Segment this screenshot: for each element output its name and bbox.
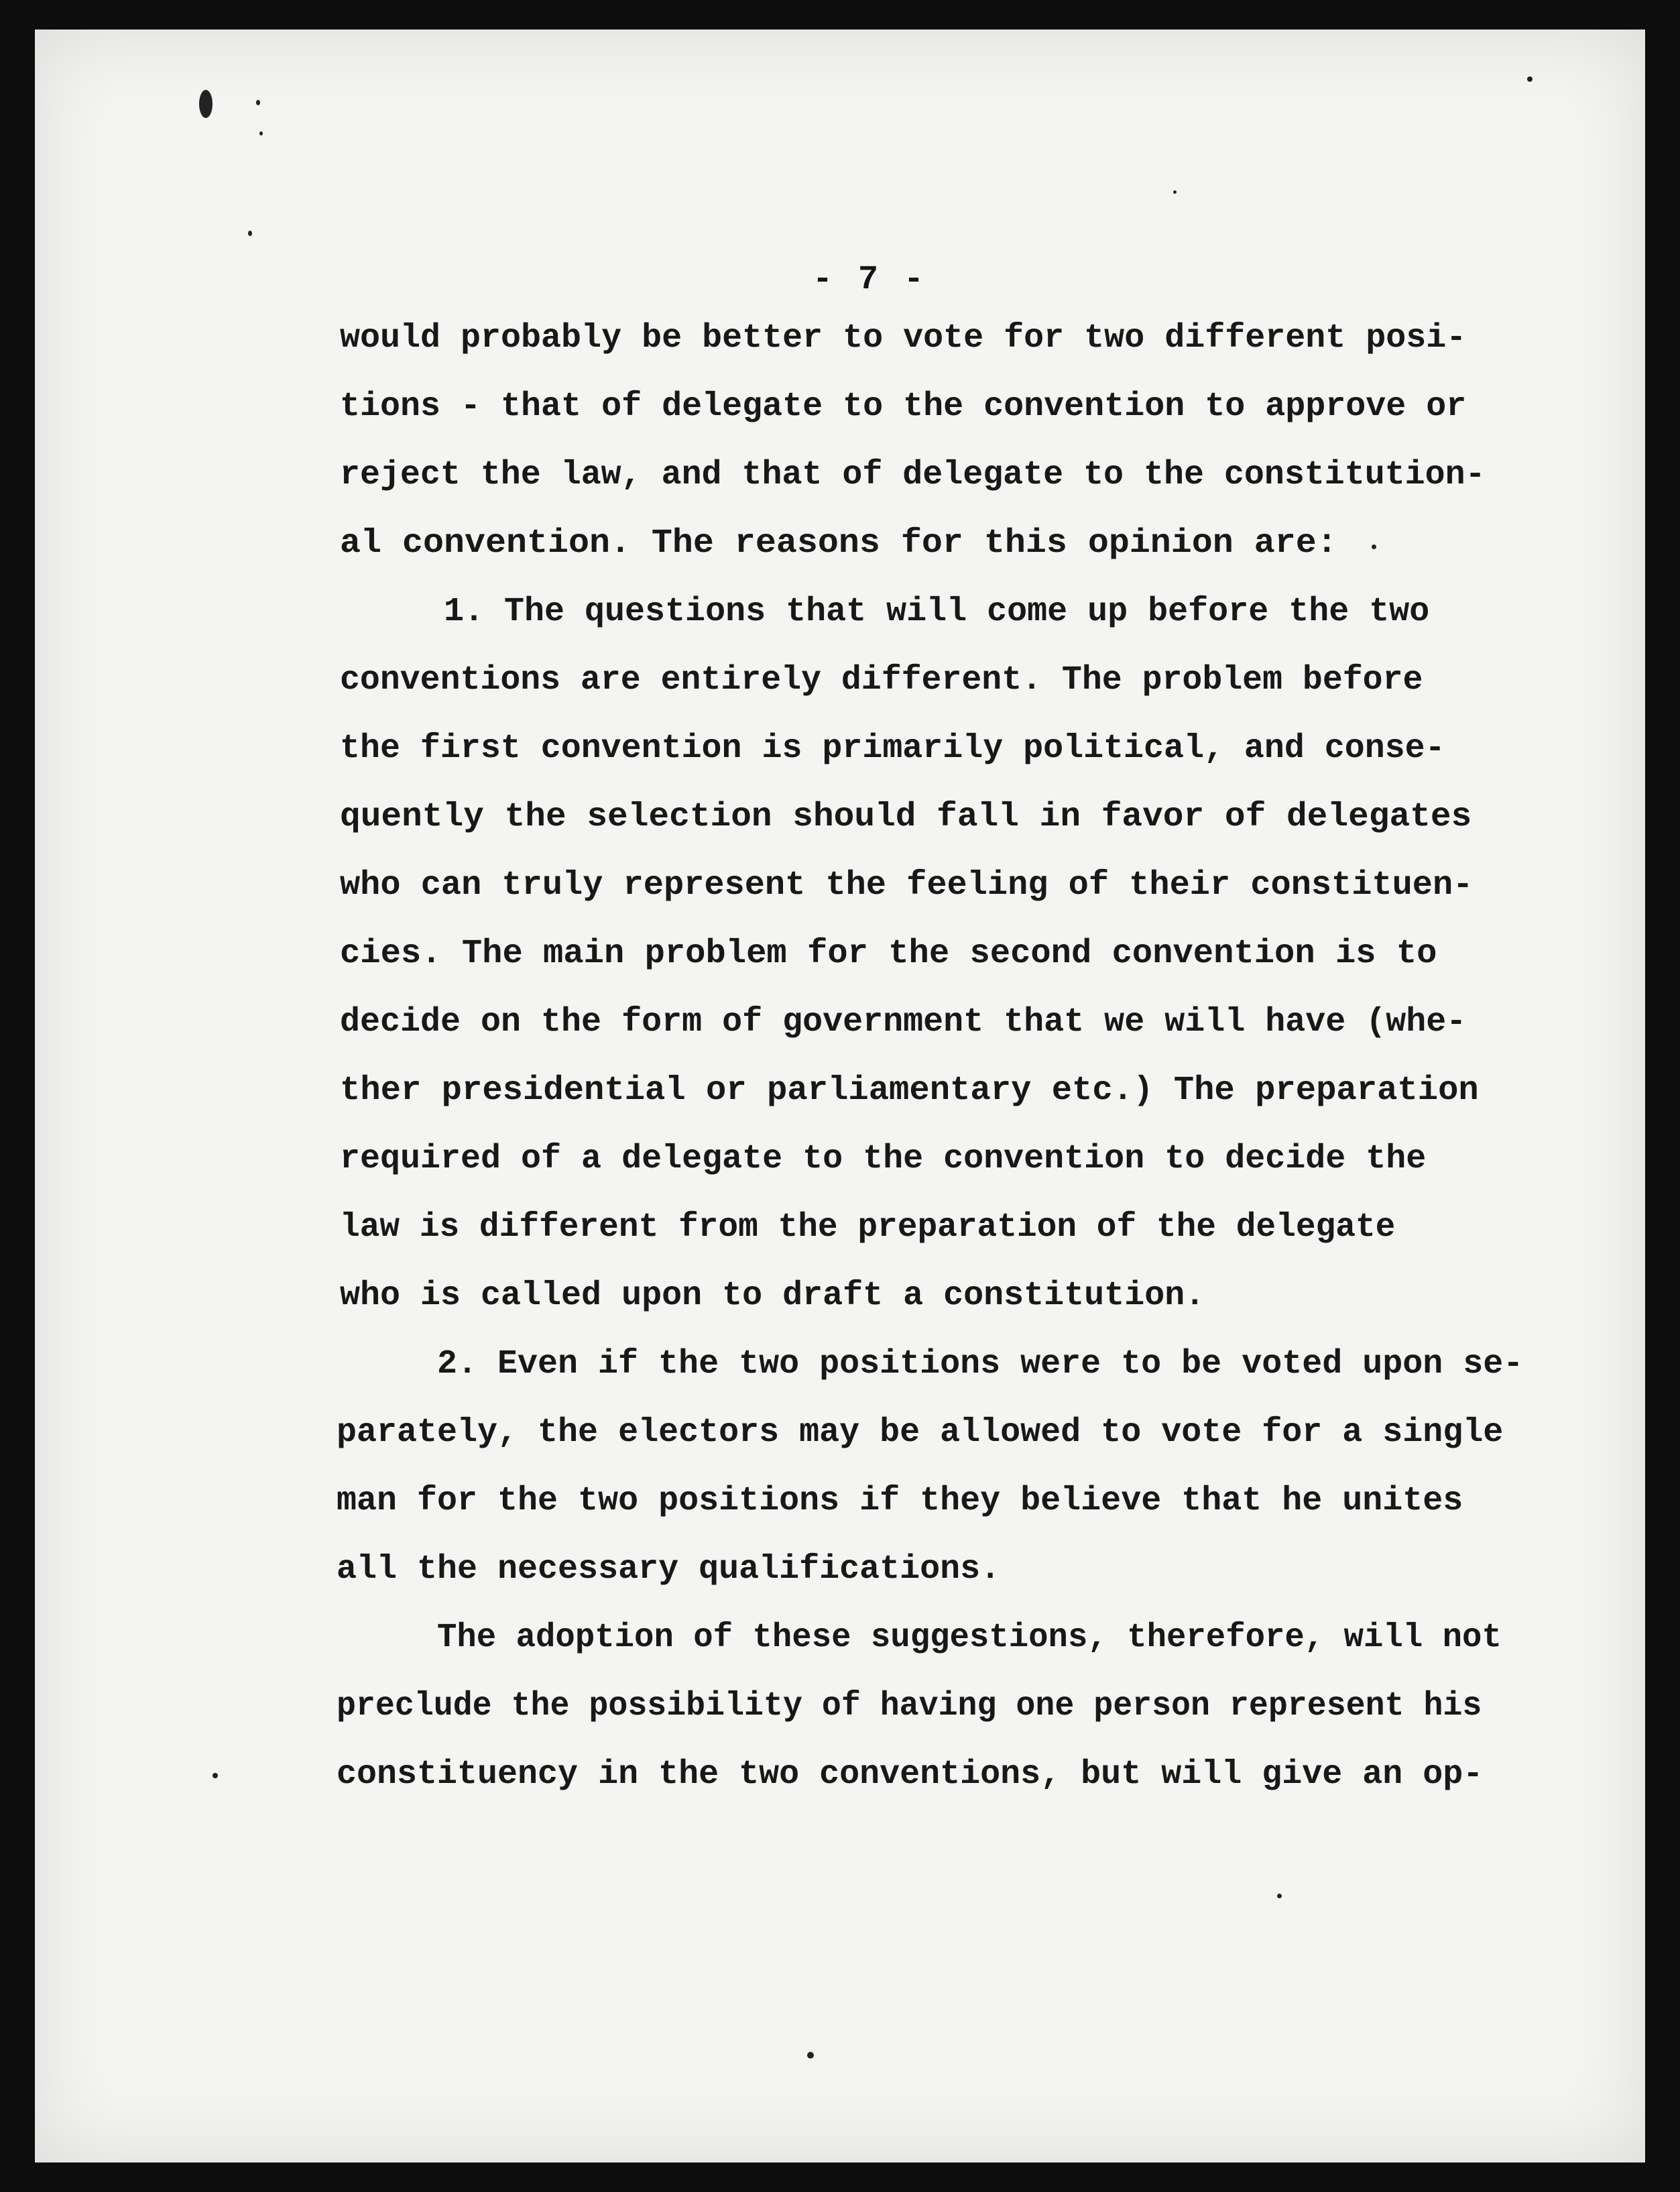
text-line: the first convention is primarily political, and conse- [340,730,1445,768]
scan-speck [259,131,263,135]
text-line: who is called upon to draft a constitution. [340,1277,1205,1315]
text-line: 1. The questions that will come up before the two [444,593,1430,631]
text-line: tions - that of delegate to the convention to approve or [340,388,1467,426]
text-line: preclude the possibility of having one person represent his [337,1687,1482,1725]
scan-speck [1527,76,1533,82]
scan-speck [199,90,213,118]
text-line: reject the law, and that of delegate to the constitution- [340,456,1486,494]
text-line: constituency in the two conventions, but will give an op- [337,1755,1484,1794]
scan-speck [213,1773,218,1778]
text-line: law is different from the preparation of the delegate [340,1208,1396,1247]
scan-speck [256,100,260,105]
scan-speck [1372,544,1376,549]
text-line: required of a delegate to the convention to decide the [340,1140,1427,1178]
text-line: parately, the electors may be allowed to vote for a single [337,1414,1504,1452]
document-page [35,30,1645,2162]
text-line: all the necessary qualifications. [337,1550,1001,1589]
scan-speck [248,231,252,236]
scan-speck [1277,1894,1282,1898]
scan-speck [807,2052,814,2059]
scan-speck [1173,190,1177,194]
text-line: would probably be better to vote for two different posi- [340,319,1467,357]
text-line: 2. Even if the two positions were to be voted upon se- [437,1345,1524,1383]
text-line: quently the selection should fall in favor of delegates [340,798,1472,836]
text-line: who can truly represent the feeling of their constituen- [340,866,1474,905]
text-line: ther presidential or parliamentary etc.) The preparation [340,1072,1479,1110]
text-line: man for the two positions if they believe that he unites [337,1482,1463,1520]
text-line: al convention. The reasons for this opinion are: [340,524,1337,563]
text-line: cies. The main problem for the second convention is to [340,935,1437,973]
page-number: - 7 - [813,261,927,299]
text-line: decide on the form of government that we will have (whe- [340,1003,1467,1041]
text-line: conventions are entirely different. The problem before [340,661,1423,699]
text-line: The adoption of these suggestions, therefore, will not [437,1619,1502,1657]
